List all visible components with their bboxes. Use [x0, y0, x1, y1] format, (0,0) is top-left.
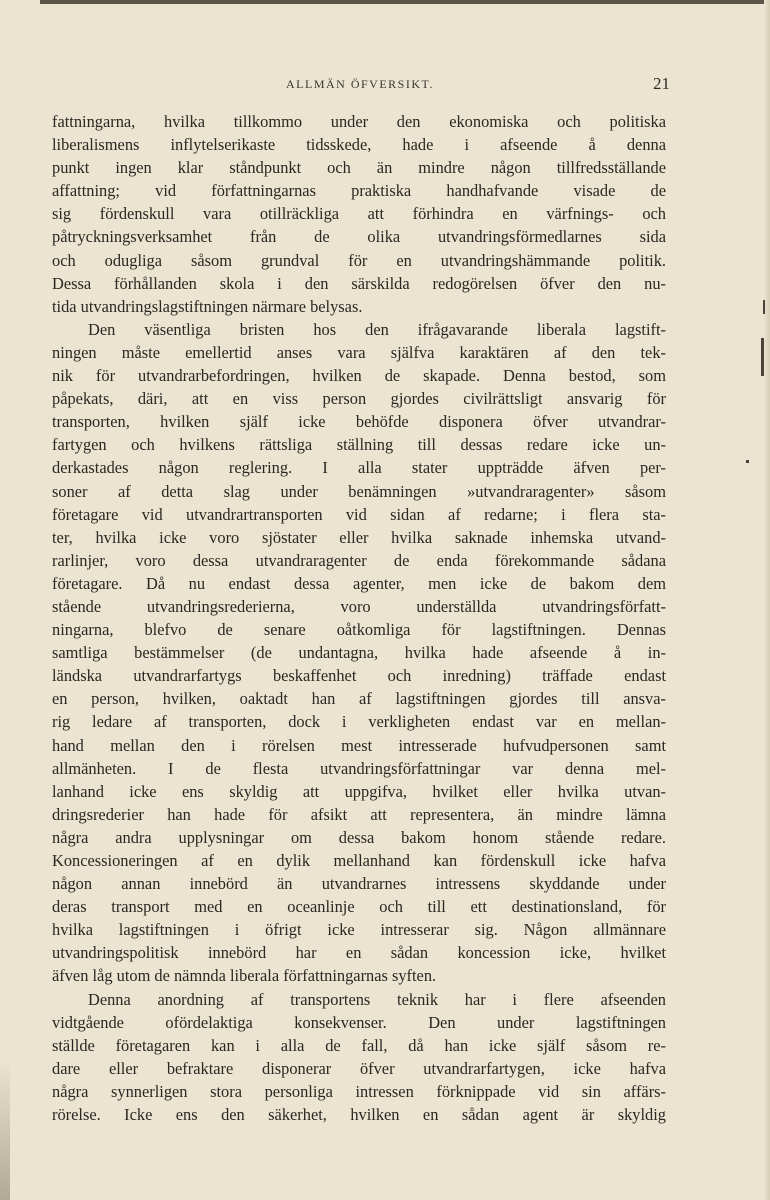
text-line: ningarna, blefvo de senare oåtkomliga för lagstiftningen. Dennas — [52, 620, 666, 640]
text-line: och odugliga såsom grundval för en utvandringshämmande politik. — [52, 250, 666, 270]
text-line: nik för utvandrarbefordringen, hvilken de skapade. Denna bestod, som — [52, 366, 666, 386]
text-line: några andra upplysningar om dessa bakom honom stående redare. — [52, 827, 666, 847]
text-line: Denna anordning af transportens teknik har i flere afseenden — [88, 989, 666, 1009]
text-line: hvilka lagstiftningen i öfrigt icke intresserar sig. Någon allmännare — [52, 920, 666, 940]
text-line: utvandringspolitisk innebörd har en sådan koncession icke, hvilket — [52, 943, 666, 963]
text-line: ländska utvandrarfartygs beskaffenhet och inredning) träffade endast — [52, 666, 666, 686]
text-line: rörelse. Icke ens den säkerhet, hvilken en sådan agent är skyldig — [52, 1105, 666, 1125]
top-edge-rule — [40, 0, 770, 4]
margin-mark — [763, 300, 765, 314]
text-line: tida utvandringslagstiftningen närmare belysas. — [52, 296, 363, 316]
text-line: rig ledare af transporten, dock i verkligheten endast var en mellan- — [52, 712, 666, 732]
page-number: 21 — [653, 74, 670, 93]
text-line: påpekats, däri, att en viss person gjordes civilrättsligt ansvarig för — [52, 389, 666, 409]
text-line: företagare vid utvandrartransporten vid sidan af redarne; i flera sta- — [52, 504, 666, 524]
page-edge-shadow — [764, 0, 770, 1200]
text-line: ter, hvilka icke voro sjöstater eller hvilka saknade inhemska utvand- — [52, 527, 666, 547]
text-line: stående utvandringsrederierna, voro underställda utvandringsförfatt- — [52, 596, 666, 616]
body-text — [52, 110, 666, 1126]
binding-shadow — [0, 1060, 10, 1200]
text-line: någon annan innebörd än utvandrarnes intressens skyddande under — [52, 874, 666, 894]
text-line: soner af detta slag under benämningen »utvandraragenter» såsom — [52, 481, 666, 501]
text-line: dringsrederier han hade för afsikt att representera, än mindre lämna — [52, 804, 666, 824]
text-line: några synnerligen stora personliga intressen förknippade vid sin affärs- — [52, 1081, 666, 1101]
text-line: äfven låg utom de nämnda liberala författningarnas syften. — [52, 966, 437, 986]
text-line: fattningarna, hvilka tillkommo under den ekonomiska och politiska — [52, 112, 666, 131]
text-line: Dessa förhållanden skola i den särskilda redogörelsen öfver den nu- — [52, 273, 666, 293]
text-line: derkastades någon reglering. I alla stater uppträdde äfven per- — [52, 458, 666, 478]
text-line: en person, hvilken, oaktadt han af lagstiftningen gjordes till ansva- — [52, 689, 666, 709]
text-line: hand mellan den i rörelsen mest intresserade hufvudpersonen samt — [52, 735, 666, 755]
page-header — [0, 74, 770, 94]
text-line: vidtgående ofördelaktiga konsekvenser. Den under lagstiftningen — [52, 1012, 666, 1032]
text-line: transporten, hvilken själf icke behöfde disponera öfver utvandrar- — [52, 412, 666, 432]
text-line: sig fördenskull vara otillräckliga att förhindra en värfnings- och — [52, 204, 666, 224]
text-line: påtryckningsverksamhet från de olika utvandringsförmedlarnes sida — [52, 227, 666, 247]
margin-mark — [746, 460, 749, 463]
text-line: punkt ingen klar ståndpunkt och än mindre någon tillfredsställande — [52, 158, 666, 178]
text-line: affattning; vid författningarnas praktiska handhafvande visade de — [52, 181, 666, 201]
text-line: rarlinjer, voro dessa utvandraragenter de enda förekommande sådana — [52, 550, 666, 570]
text-line: ningen måste emellertid anses vara själfva karaktären af den tek- — [52, 342, 666, 362]
text-line: Koncessioneringen af en dylik mellanhand kan fördenskull icke hafva — [52, 851, 666, 870]
text-line: företagare. Då nu endast dessa agenter, men icke de bakom dem — [52, 573, 666, 593]
running-head: ALLMÄN ÖFVERSIKT. — [286, 77, 434, 91]
text-line: Den väsentliga bristen hos den ifrågavarande liberala lagstift- — [88, 319, 666, 339]
text-line: dare eller befraktare disponerar öfver utvandrarfartygen, icke hafva — [52, 1058, 666, 1078]
margin-mark — [761, 338, 764, 376]
text-line: ställde företagaren kan i alla de fall, då han icke själf såsom re- — [52, 1035, 666, 1055]
text-line: samtliga bestämmelser (de undantagna, hvilka hade afseende å in- — [52, 643, 666, 663]
text-line: lanhand icke ens skyldig att uppgifva, hvilket eller hvilka utvan- — [52, 781, 666, 801]
text-line: liberalismens inflytelserikaste tidsskede, hade i afseende å denna — [52, 135, 666, 155]
text-line: allmänheten. I de flesta utvandringsförfattningar var denna mel- — [52, 758, 666, 778]
text-line: fartygen och hvilkens rättsliga ställning till dessas redare icke un- — [52, 435, 666, 455]
text-line: deras transport med en oceanlinje och till ett destinationsland, för — [52, 897, 666, 917]
